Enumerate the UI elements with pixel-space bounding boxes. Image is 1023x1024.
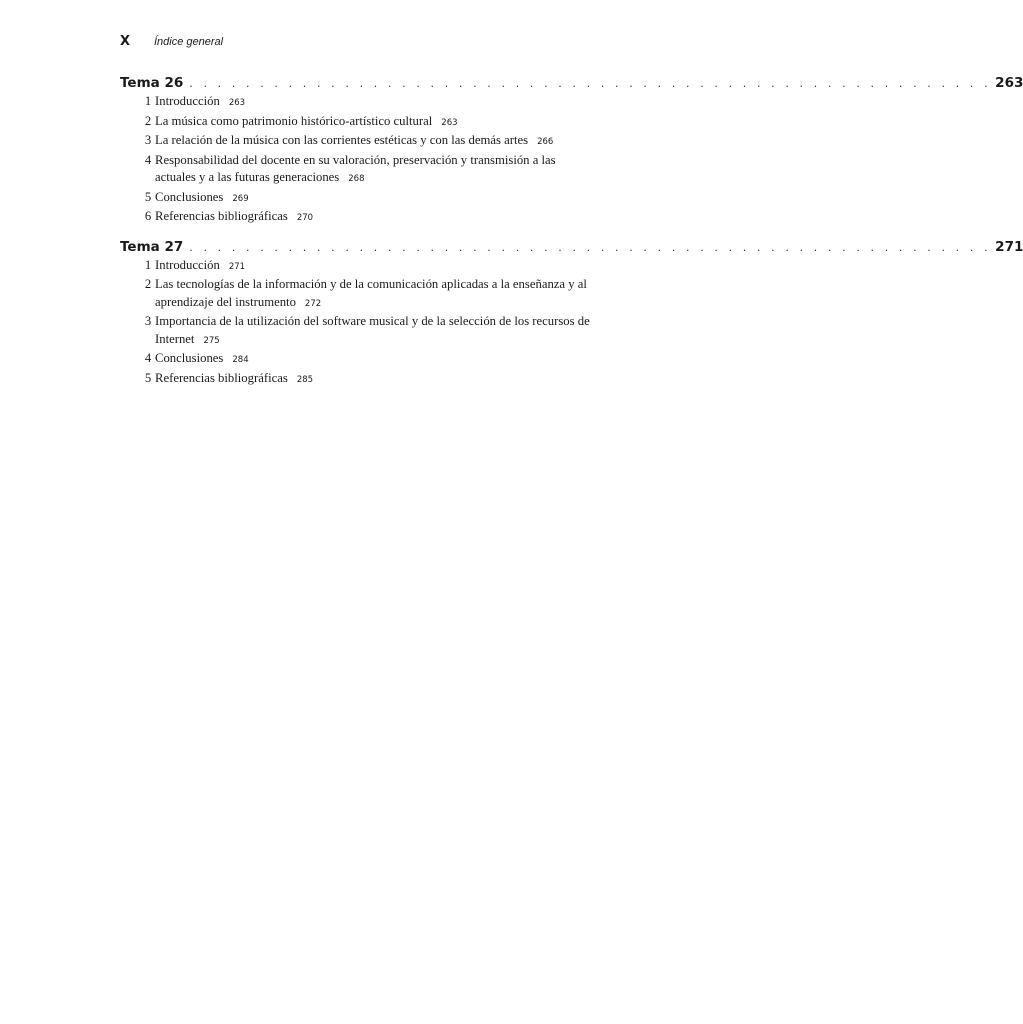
entry-title: La música como patrimonio histórico-artístico cultural (155, 113, 433, 128)
toc-entry[interactable] (120, 276, 634, 313)
entry-number: 2 (144, 113, 152, 128)
entry-number: 5 (144, 189, 152, 204)
dot-leader: . . . . . . . . . . . . . . . . . . . . . . . . . . . . . . . . . . . . . . . . . . . . . . . . . . . . . . . . . (189, 240, 992, 254)
entry-page-number: 270 (296, 213, 314, 223)
toc-entry[interactable] (120, 257, 634, 277)
entry-title: Las tecnologías de la información y de la comunicación aplicadas a la enseñanza y al aprendizaje del instrumento (155, 277, 587, 309)
entry-number: 6 (144, 209, 152, 223)
toc-entry[interactable] (120, 208, 634, 228)
entry-page-number: 275 (203, 335, 220, 346)
entry-page-number: 285 (296, 374, 314, 385)
entry-title: Conclusiones (155, 351, 224, 365)
entry-page-number: 263 (441, 117, 458, 128)
entry-page-number: 268 (348, 174, 365, 184)
toc-entry[interactable] (120, 152, 634, 189)
toc-entry[interactable] (120, 189, 634, 209)
dot-leader: . . . . . . . . . . . . . . . . . . . . . . . . . . . . . . . . . . . . . . . . . . . . . . . . . . . . . . . . . (189, 77, 992, 90)
tema-title: Tema 27 (120, 238, 184, 255)
entry-page-number: 266 (537, 137, 554, 147)
entry-title: Introducción (155, 257, 220, 272)
tema-items-list (120, 257, 634, 390)
toc-entry[interactable] (120, 93, 634, 113)
entry-number: 3 (144, 314, 152, 328)
page-folio: X (120, 34, 131, 49)
tema-27 (120, 238, 1023, 390)
tema-heading[interactable] (120, 238, 1023, 257)
entry-title: Importancia de la utilización del software musical y de la selección de los recursos de Internet (155, 314, 590, 346)
toc-entry[interactable] (120, 132, 634, 152)
entry-number: 4 (144, 351, 152, 365)
entry-number: 1 (144, 94, 152, 108)
toc-entry[interactable] (120, 313, 634, 350)
entry-page-number: 284 (232, 355, 249, 365)
tema-page-number: 271 (995, 238, 1023, 255)
entry-title: Conclusiones (155, 189, 224, 204)
entry-page-number: 272 (304, 298, 322, 309)
tema-26 (120, 74, 1023, 228)
running-head-title: Índice general (154, 36, 224, 48)
tema-heading[interactable] (120, 74, 1023, 93)
tema-page-number: 263 (995, 75, 1023, 91)
toc-entry[interactable] (120, 350, 634, 370)
table-of-contents (120, 74, 1023, 399)
tema-items-list (120, 93, 634, 228)
entry-number: 1 (144, 257, 152, 272)
entry-number: 2 (144, 277, 152, 291)
entry-title: Introducción (155, 94, 220, 108)
entry-title: La relación de la música con las corrientes estéticas y con las demás artes (155, 133, 529, 147)
entry-page-number: 269 (232, 193, 249, 204)
running-head (120, 34, 223, 49)
toc-entry[interactable] (120, 370, 634, 390)
entry-number: 5 (144, 370, 152, 385)
entry-page-number: 263 (228, 98, 246, 108)
tema-title: Tema 26 (120, 75, 184, 91)
entry-title: Referencias bibliográficas (155, 370, 288, 385)
toc-entry[interactable] (120, 113, 634, 133)
entry-title: Responsabilidad del docente en su valoración, preservación y transmisión a las actuales y a las futuras generaciones (155, 152, 556, 184)
entry-page-number: 271 (228, 261, 246, 272)
entry-title: Referencias bibliográficas (155, 209, 288, 223)
entry-number: 4 (144, 152, 152, 167)
entry-number: 3 (144, 133, 152, 147)
